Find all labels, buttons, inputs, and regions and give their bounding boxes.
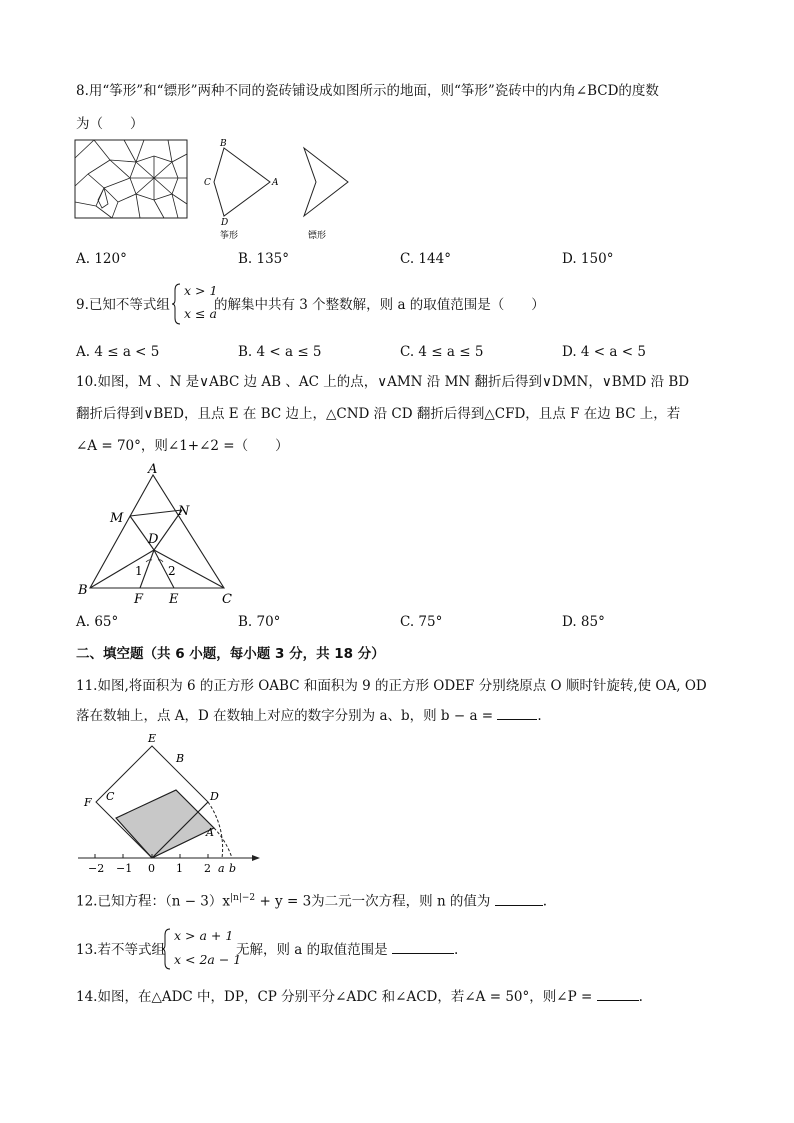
- tick-0: 0: [148, 862, 155, 875]
- fig11-label-f: F: [84, 796, 92, 809]
- fig11-label-d: D: [210, 790, 219, 803]
- q9-brace: [172, 282, 182, 326]
- q9-option-c: C. 4 ≤ a ≤ 5: [400, 344, 484, 360]
- q12-stem: [76, 889, 547, 911]
- fig10-angle-2: 2: [168, 564, 176, 578]
- kite-label-b: B: [220, 139, 227, 149]
- q14-end: .: [638, 989, 643, 1005]
- q13-inequality-1: x > a + 1: [174, 928, 234, 943]
- q14-stem: [76, 988, 643, 1006]
- q12-suffix: + y = 3为二元一次方程，则 n 的值为: [255, 893, 491, 910]
- q10-stem-line1: 10.如图，M 、N 是∨ABC 边 AB 、AC 上的点，∨AMN 沿 MN 翻折后得到∨DMN，∨BMD 沿 BD: [76, 374, 690, 390]
- q13-suffix-wrap: [236, 941, 458, 959]
- q11-stem-text: 落在数轴上，点 A，D 在数轴上对应的数字分别为 a、b，则 b − a =: [76, 708, 494, 724]
- q8-option-c: C. 144°: [400, 251, 451, 267]
- q8-option-d: D. 150°: [562, 251, 614, 267]
- q10-option-b: B. 70°: [238, 614, 281, 630]
- tick-a: a: [218, 862, 225, 875]
- tiling-figure: [74, 138, 190, 220]
- fig11-label-a: A: [206, 826, 214, 839]
- dart-figure: [296, 138, 356, 240]
- fig10-label-c: C: [222, 592, 232, 606]
- q10-option-d: D. 85°: [562, 614, 605, 630]
- q13-brace: [162, 927, 172, 971]
- q12-prefix: 12.已知方程：（n − 3）x: [76, 893, 231, 910]
- fig10-label-b: B: [78, 583, 88, 598]
- q9-prefix: 9.已知不等式组: [76, 297, 170, 313]
- fig10-label-n: N: [178, 504, 190, 519]
- fig10-angle-1: 1: [135, 564, 143, 578]
- fig10-label-a: A: [148, 462, 158, 477]
- q8-stem-line1: 8.用“筝形”和“镖形”两种不同的瓷砖铺设成如图所示的地面，则“筝形”瓷砖中的内角∠BCD的度数: [76, 83, 659, 99]
- q10-stem-line3: ∠A = 70°，则∠1+∠2 =（ ）: [76, 438, 289, 454]
- q13-answer-blank[interactable]: [392, 941, 454, 954]
- kite-figure: [200, 138, 290, 240]
- fig11-label-b: B: [176, 752, 185, 765]
- kite-label-d: D: [221, 218, 229, 228]
- fig11-label-c: C: [106, 790, 115, 803]
- q9-inequality-1: x > 1: [184, 283, 218, 298]
- q11-stem-line2: [76, 707, 542, 725]
- q8-stem-line2: 为（ ）: [76, 116, 144, 132]
- q10-option-a: A. 65°: [76, 614, 119, 630]
- tick-1: 1: [176, 862, 183, 875]
- kite-label-c: C: [204, 178, 211, 188]
- q12-end: .: [542, 893, 548, 910]
- fig10-label-e: E: [169, 592, 179, 606]
- q10-option-c: C. 75°: [400, 614, 443, 630]
- triangle-fold-figure: [74, 460, 244, 606]
- q10-stem-line2: 翻折后得到∨BED，且点 E 在 BC 边上，△CND 沿 CD 翻折后得到△CFD，且点 F 在边 BC 上，若: [76, 406, 681, 422]
- q8-option-b: B. 135°: [238, 251, 290, 267]
- q13-stem: [76, 926, 576, 970]
- q11-stem-line1: 11.如图,将面积为 6 的正方形 OABC 和面积为 9 的正方形 ODEF 分别绕原点 O 顺时针旋转,使 OA, OD: [76, 678, 707, 694]
- q13-end: .: [453, 942, 459, 958]
- q14-text: 14.如图，在△ADC 中，DP，CP 分别平分∠ADC 和∠ACD，若∠A = 50°，则∠P =: [76, 989, 593, 1005]
- q12-exponent: |n|−2: [230, 893, 256, 903]
- q13-inequality-2: x < 2a − 1: [174, 952, 242, 967]
- fig10-label-d: D: [148, 532, 159, 547]
- q9-suffix: 的解集中共有 3 个整数解，则 a 的取值范围是（ ）: [214, 297, 545, 313]
- dart-caption: 镖形: [308, 231, 327, 240]
- tick-neg2: −2: [88, 862, 105, 875]
- rotated-squares-figure: [74, 730, 264, 876]
- q13-suffix: 无解，则 a 的取值范围是: [236, 942, 388, 958]
- q9-option-a: A. 4 ≤ a < 5: [76, 344, 160, 360]
- tick-b: b: [229, 862, 237, 875]
- q12-answer-blank[interactable]: [495, 893, 543, 906]
- q11-end: .: [537, 708, 542, 724]
- q8-option-a: A. 120°: [76, 251, 127, 267]
- section-title: 二、填空题（共 6 小题，每小题 3 分，共 18 分）: [76, 646, 385, 662]
- fig10-label-f: F: [134, 592, 144, 606]
- fig11-label-e: E: [148, 732, 157, 745]
- q9-inequality-2: x ≤ a: [184, 306, 217, 321]
- kite-label-a: A: [272, 178, 279, 188]
- kite-caption: 筝形: [220, 231, 239, 240]
- tick-neg1: −1: [116, 862, 133, 875]
- q11-answer-blank[interactable]: [497, 707, 537, 720]
- q9-option-d: D. 4 < a < 5: [562, 344, 646, 360]
- fig10-label-m: M: [110, 511, 124, 526]
- q9-option-b: B. 4 < a ≤ 5: [238, 344, 322, 360]
- q13-prefix: 13.若不等式组: [76, 942, 165, 958]
- tick-2: 2: [204, 862, 211, 875]
- q14-answer-blank[interactable]: [597, 988, 639, 1001]
